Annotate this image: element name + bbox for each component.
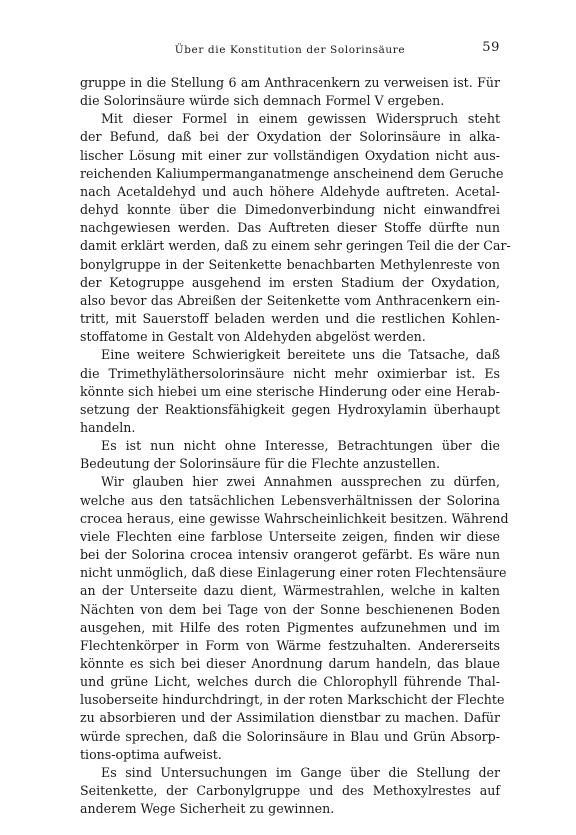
text-line: Wir glauben hier zwei Annahmen aussprechen zu dürfen, — [101, 474, 500, 490]
text-line: könnte sich hiebei um eine sterische Hinderung oder eine Herab- — [80, 383, 500, 399]
document-page — [80, 40, 511, 818]
text-line: damit erklärt werden, daß zu einem sehr geringen Teil die der Car- — [80, 238, 511, 254]
text-line: Flechtenkörper in Form von Wärme festzuhalten. Andererseits — [80, 637, 500, 653]
page-header — [80, 40, 500, 62]
text-line: Eine weitere Schwierigkeit bereitete uns die Tatsache, daß — [101, 347, 500, 363]
text-line: an der Unterseite dazu dient, Wärmestrahlen, welche in kalten — [80, 583, 500, 599]
text-line: Seitenkette, der Carbonylgruppe und des Methoxylrestes auf — [80, 783, 500, 799]
text-line: die Solorinsäure würde sich demnach Formel V ergeben. — [80, 93, 445, 109]
text-line: bonylgruppe in der Seitenkette benachbarten Methylenreste von — [80, 256, 500, 272]
text-line: tions-optima aufweist. — [80, 746, 222, 762]
text-line: stoffatome in Gestalt von Aldehyden abgelöst werden. — [80, 329, 426, 345]
text-line: nach Acetaldehyd und auch höhere Aldehyde auftreten. Acetal- — [80, 183, 500, 199]
text-line: ausgehen, mit Hilfe des roten Pigmentes aufzunehmen und im — [80, 619, 500, 635]
text-line: crocea heraus, eine gewisse Wahrscheinlichkeit besitzen. Während — [80, 510, 509, 526]
page-number: 59 — [482, 40, 500, 55]
paragraph — [80, 473, 509, 764]
text-line: Es ist nun nicht ohne Interesse, Betrachtungen über die — [101, 438, 500, 454]
paragraph — [80, 74, 500, 110]
text-line: Es sind Untersuchungen im Gange über die Stellung der — [101, 764, 500, 780]
text-line: viele Flechten eine farblose Unterseite zeigen, finden wir diese — [80, 528, 500, 544]
text-line: Bedeutung der Solorinsäure für die Flechte anzustellen. — [80, 456, 440, 472]
paragraph — [80, 437, 500, 473]
paragraph — [80, 110, 511, 346]
text-line: könnte es sich bei dieser Anordnung darum handeln, das blaue — [80, 656, 500, 671]
text-line: welche aus den tatsächlichen Lebensverhältnissen der Solorina — [80, 492, 500, 508]
text-line: Mit dieser Formel in einem gewissen Widerspruch steht — [101, 111, 500, 127]
text-line: der Befund, daß bei der Oxydation der Solorinsäure in alka- — [80, 129, 500, 145]
text-line: gruppe in die Stellung 6 am Anthracenkern zu verweisen ist. Für — [80, 75, 500, 90]
text-line: der Ketogruppe ausgehend im ersten Stadium der Oxydation, — [80, 274, 500, 290]
text-line: tritt, mit Sauerstoff beladen werden und die restlichen Kohlen- — [80, 311, 500, 327]
running-title: Über die Konstitution der Solorinsäure — [174, 44, 406, 56]
text-line: anderem Wege Sicherheit zu gewinnen. — [80, 801, 335, 817]
text-line: handeln. — [80, 419, 136, 435]
text-line: und grüne Licht, welches durch die Chlorophyll führende Thal- — [80, 674, 500, 690]
text-line: dehyd konnte über die Dimedonverbindung nicht einwandfrei — [80, 202, 500, 218]
text-line: bei der Solorina crocea intensiv orangerot gefärbt. Es wäre nun — [80, 547, 500, 563]
text-line: zu absorbieren und der Assimilation dienstbar zu machen. Dafür — [80, 710, 500, 726]
paragraph — [80, 764, 500, 818]
text-line: reichenden Kaliumpermanganatmenge anscheinend dem Geruche — [80, 165, 504, 181]
paragraph — [80, 346, 500, 437]
body-text — [80, 74, 511, 818]
text-line: also bevor das Abreißen der Seitenkette vom Anthracenkern ein- — [80, 292, 500, 308]
text-line: Nächten von dem bei Tage von der Sonne beschienenen Boden — [80, 601, 500, 617]
text-line: lusoberseite hindurchdringt, in der roten Markschicht der Flechte — [80, 692, 505, 708]
text-line: nicht unmöglich, daß diese Einlagerung einer roten Flechtensäure — [80, 565, 507, 581]
text-line: würde sprechen, daß die Solorinsäure in Blau und Grün Absorp- — [80, 728, 500, 744]
text-line: setzung der Reaktionsfähigkeit gegen Hydroxylamin überhaupt — [80, 401, 500, 417]
text-line: die Trimethyläthersolorinsäure nicht mehr oximierbar ist. Es — [80, 365, 500, 381]
text-line: nachgewiesen werden. Das Auftreten dieser Stoffe dürfte nun — [80, 220, 500, 236]
text-line: lischer Lösung mit einer zur vollständigen Oxydation nicht aus- — [80, 147, 500, 163]
